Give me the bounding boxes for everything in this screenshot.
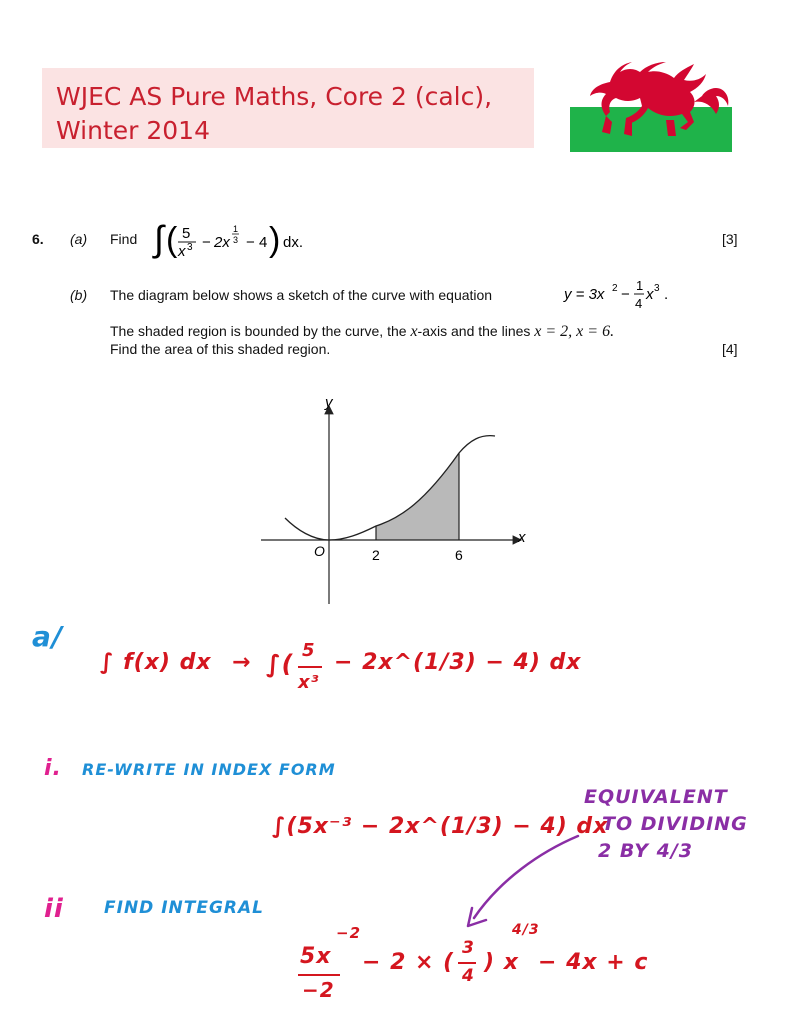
integrand-numerator: 5 [182, 225, 191, 242]
step2-frac-den: −2 [302, 978, 335, 1002]
step2-power: −2 [336, 924, 362, 942]
step2-marker: ii [44, 894, 64, 924]
handwritten-line1-rhs-post: − 2x^(1/3) − 4) dx [334, 650, 582, 675]
step2-mid: − 2 × ( [362, 950, 455, 975]
handwritten-frac-bar [298, 666, 322, 668]
side-note-line2: TO DIVIDING [602, 813, 748, 835]
svg-text:(: ( [166, 221, 178, 259]
welsh-flag-icon [570, 62, 732, 152]
part-a-verb: Find [110, 231, 138, 247]
x-axis-label: x [518, 529, 526, 546]
part-b-label: (b) [70, 287, 88, 303]
tick-label-6: 6 [455, 547, 463, 563]
side-note-arrow-icon [460, 832, 590, 932]
equation-frac-num: 1 [636, 278, 644, 293]
origin-label: O [314, 543, 325, 559]
handwritten-line1-frac-num: 5 [302, 640, 316, 661]
equation-end: . [664, 286, 669, 303]
equation-lhs: y = 3x [564, 286, 605, 303]
equation-x: x [646, 286, 654, 303]
shaded-region [376, 453, 459, 540]
part-a-marks: [3] [722, 231, 738, 247]
step2-frac-bar [298, 974, 340, 976]
step1-marker: i. [44, 756, 62, 781]
step2-inner-bar [458, 962, 476, 964]
step2-end: − 4x + c [538, 950, 649, 975]
part-b-equation [562, 274, 692, 314]
side-note [584, 784, 748, 865]
side-note-line1: EQUIVALENT [584, 786, 728, 808]
part-a-label: (a) [70, 231, 88, 247]
svg-text:∫: ∫ [154, 218, 164, 259]
part-b-line1: The diagram below shows a sketch of the curve with equation [110, 287, 493, 303]
part-a-integral [152, 218, 322, 264]
tick-label-2: 2 [372, 547, 380, 563]
handwritten-part-label: a/ [32, 620, 64, 653]
svg-text:−: − [202, 234, 211, 251]
side-note-line3: 2 BY 4/3 [598, 840, 694, 862]
part-b-line3: Find the area of this shaded region. [110, 341, 331, 357]
equation-p1: 2 [612, 283, 618, 294]
step2-inner-den: 4 [462, 966, 475, 986]
step1-math: ∫(5x⁻³ − 2x^(1/3) − 4) dx [272, 814, 609, 839]
integrand-dx: dx. [283, 234, 304, 251]
integrand-den-power: 3 [187, 242, 193, 253]
equation-frac-den: 4 [635, 296, 643, 311]
equation-p2: 3 [654, 283, 660, 294]
question-number: 6. [32, 231, 44, 247]
part-b-line2: The shaded region is bounded by the curve, the x-axis and the lines x = 2, x = 6. [110, 323, 615, 340]
step2-text: FIND INTEGRAL [104, 898, 264, 918]
step1-text: RE-WRITE IN INDEX FORM [82, 760, 336, 779]
svg-text:−: − [621, 286, 630, 303]
title-line-1: WJEC AS Pure Maths, Core 2 (calc), [56, 82, 493, 111]
page-title [56, 80, 492, 148]
integrand-power-den: 3 [233, 235, 239, 245]
handwritten-line1-rhs-pre: ∫( [266, 650, 294, 678]
title-line-2: Winter 2014 [56, 116, 210, 145]
step2-power2: 4/3 [512, 922, 540, 938]
curve-diagram [255, 388, 545, 610]
integrand-term3: 4 [259, 234, 268, 251]
step2-frac-num: 5x [300, 944, 332, 969]
handwritten-line1-arrow: → [232, 650, 252, 675]
integrand-term2: 2x [214, 234, 230, 251]
step2-after: ) x [484, 950, 519, 975]
integrand-power-num: 1 [233, 224, 239, 234]
handwritten-line1-lhs: ∫ f(x) dx [100, 650, 212, 675]
integrand-denominator: x [178, 243, 186, 260]
svg-text:): ) [269, 221, 281, 259]
handwritten-line1-frac-den: x³ [298, 672, 320, 693]
y-axis-label: y [325, 394, 333, 411]
svg-text:−: − [246, 234, 255, 251]
step2-inner-num: 3 [462, 938, 475, 958]
part-b-marks: [4] [722, 341, 738, 357]
